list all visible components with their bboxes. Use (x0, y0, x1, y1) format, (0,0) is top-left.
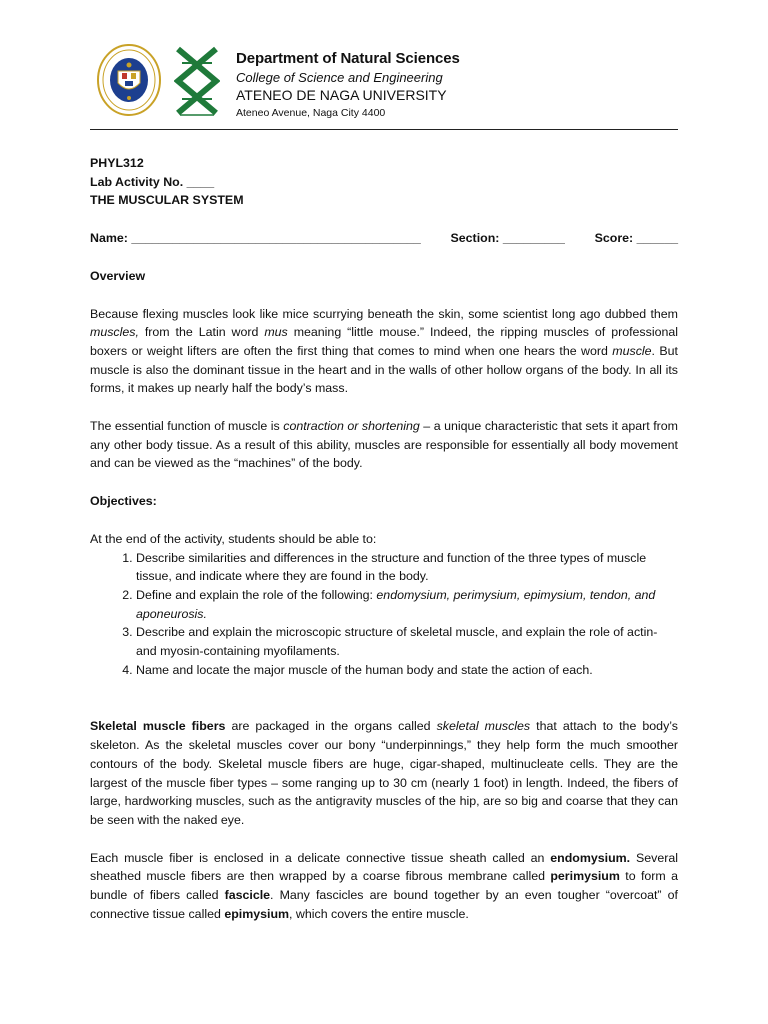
objective-item: 1. Describe similarities and differences in the structure and function of the three types of muscle tissue, and indicate where they are found in the body. (136, 549, 678, 586)
header-divider (90, 129, 678, 130)
overview-heading: Overview (90, 268, 146, 283)
university-seal-icon (96, 43, 162, 117)
overview-paragraph-1: Because flexing muscles look like mice scurrying beneath the skin, some scientist long ago dubbed them muscles, from the Latin word mus meaning “little mouse.” Indeed, the ripping muscles of professional boxers or weight lifters are often the first thing that comes to mind when one hears the word muscle. But muscle is also the dominant tissue in the heart and in the walls of other hollow organs of the body. In all its forms, it makes up nearly half the body’s mass. (90, 306, 679, 396)
score-field[interactable]: Score: ______ (594, 231, 678, 246)
objective-item: 2. Define and explain the role of the following: endomysium, perimysium, epimysium, tendon, and aponeurosis. (136, 586, 678, 623)
activity-info (90, 154, 678, 210)
objectives-heading: Objectives: (90, 494, 157, 509)
objectives-intro: At the end of the activity, students should be able to: (90, 531, 377, 546)
section-field[interactable]: Section: _________ (450, 231, 565, 246)
course-code: PHYL312 (90, 156, 144, 170)
department-name: Department of Natural Sciences (236, 50, 460, 67)
activity-title: THE MUSCULAR SYSTEM (90, 193, 244, 208)
objectives-list (90, 549, 678, 680)
skeletal-paragraph-2: Each muscle fiber is enclosed in a delicate connective tissue sheath called an endomysium. Several sheathed muscle fibers are then wrapped by a coarse fibrous membrane called perimysium to form a bundle of fibers called fascicle. Many fascicles are bound together by an even tougher “overcoat” of connective tissue called epimysium, which covers the entire muscle. (90, 850, 678, 921)
university-address: Ateneo Avenue, Naga City 4400 (236, 107, 386, 119)
overview-paragraph-2: The essential function of muscle is contraction or shortening – a unique characteristic that sets it apart from any other body tissue. As a result of this ability, muscles are responsible for essentially all body movement and can be viewed as the “machines” of the body. (90, 419, 678, 471)
objective-item: 4. Name and locate the major muscle of the human body and state the action of each. (136, 661, 678, 680)
letterhead (90, 40, 678, 130)
document-body (90, 154, 678, 924)
student-info-row (90, 229, 678, 248)
objective-item: 3. Describe and explain the microscopic structure of skeletal muscle, and explain the role of actin- and myosin-containing myofilaments. (136, 623, 678, 660)
name-field[interactable]: Name: __________________________________________ (90, 231, 421, 246)
university-name: ATENEO DE NAGA UNIVERSITY (236, 87, 447, 103)
lab-activity-number: Lab Activity No. ____ (90, 174, 215, 189)
department-logo-icon (174, 45, 220, 117)
college-name: College of Science and Engineering (236, 70, 443, 85)
skeletal-paragraph-1: Skeletal muscle fibers are packaged in the organs called skeletal muscles that attach to the body’s skeleton. As the skeletal muscles cover our bony “underpinnings,” they help form the much smoother contours of the body. Skeletal muscle fibers are huge, cigar-shaped, multinucleate cells. They are the largest of the muscle fiber types – some ranging up to 30 cm (nearly 1 foot) in length. Indeed, the fibers of large, hardworking muscles, such as the antigravity muscles of the hip, are so big and coarse that they can be seen with the naked eye. (90, 719, 678, 827)
